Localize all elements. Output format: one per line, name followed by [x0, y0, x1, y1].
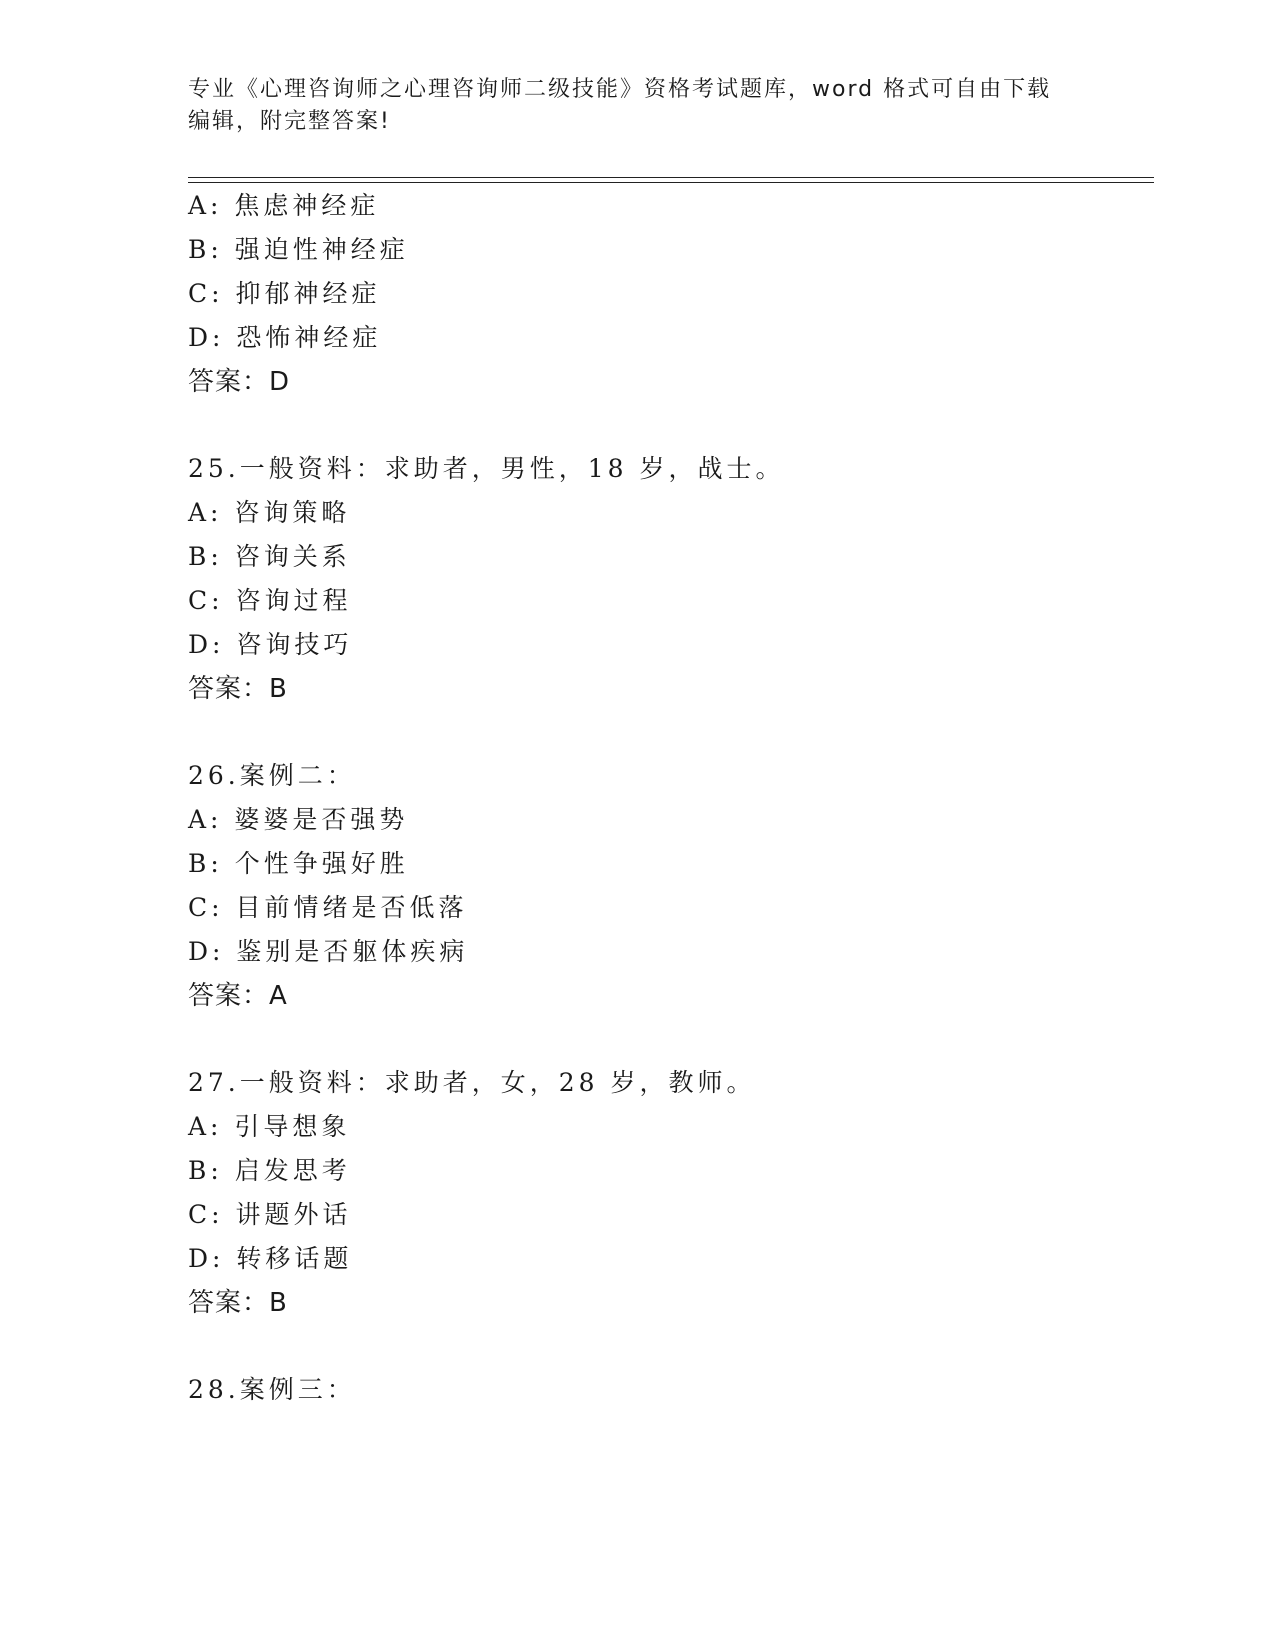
option-b: B: 个性争强好胜: [188, 849, 409, 878]
question-title: 27.一般资料：求助者，女，28 岁，教师。: [188, 1068, 756, 1097]
option-d: D: 咨询技巧: [188, 630, 353, 659]
question-title: 25.一般资料：求助者，男性，18 岁，战士。: [188, 454, 785, 483]
answer-line: 答案：D: [188, 367, 291, 397]
option-d: D: 转移话题: [188, 1244, 353, 1273]
header-divider-top: [188, 177, 1154, 178]
question-title: 28.案例三：: [188, 1375, 356, 1404]
option-a: A: 引导想象: [188, 1112, 351, 1141]
option-b: B: 启发思考: [188, 1156, 351, 1185]
document-header: [188, 74, 1068, 138]
option-b: B: 咨询关系: [188, 542, 351, 571]
option-a: A: 焦虑神经症: [188, 191, 380, 220]
option-d: D: 恐怖神经症: [188, 323, 382, 352]
answer-line: 答案：A: [188, 981, 288, 1011]
header-divider-bottom: [188, 182, 1154, 183]
question-title: 26.案例二：: [188, 761, 356, 790]
header-intro-line-2: 编辑，附完整答案!: [188, 109, 391, 134]
option-d: D: 鉴别是否躯体疾病: [188, 937, 469, 966]
option-a: A: 咨询策略: [188, 498, 351, 527]
answer-line: 答案：B: [188, 674, 288, 704]
option-b: B: 强迫性神经症: [188, 235, 409, 264]
option-a: A: 婆婆是否强势: [188, 805, 409, 834]
option-c: C: 咨询过程: [188, 586, 352, 615]
option-c: C: 讲题外话: [188, 1200, 352, 1229]
option-c: C: 抑郁神经症: [188, 279, 381, 308]
answer-line: 答案：B: [188, 1288, 288, 1318]
option-c: C: 目前情绪是否低落: [188, 893, 468, 922]
header-intro-line-1: 专业《心理咨询师之心理咨询师二级技能》资格考试题库，word 格式可自由下载: [188, 77, 1052, 102]
